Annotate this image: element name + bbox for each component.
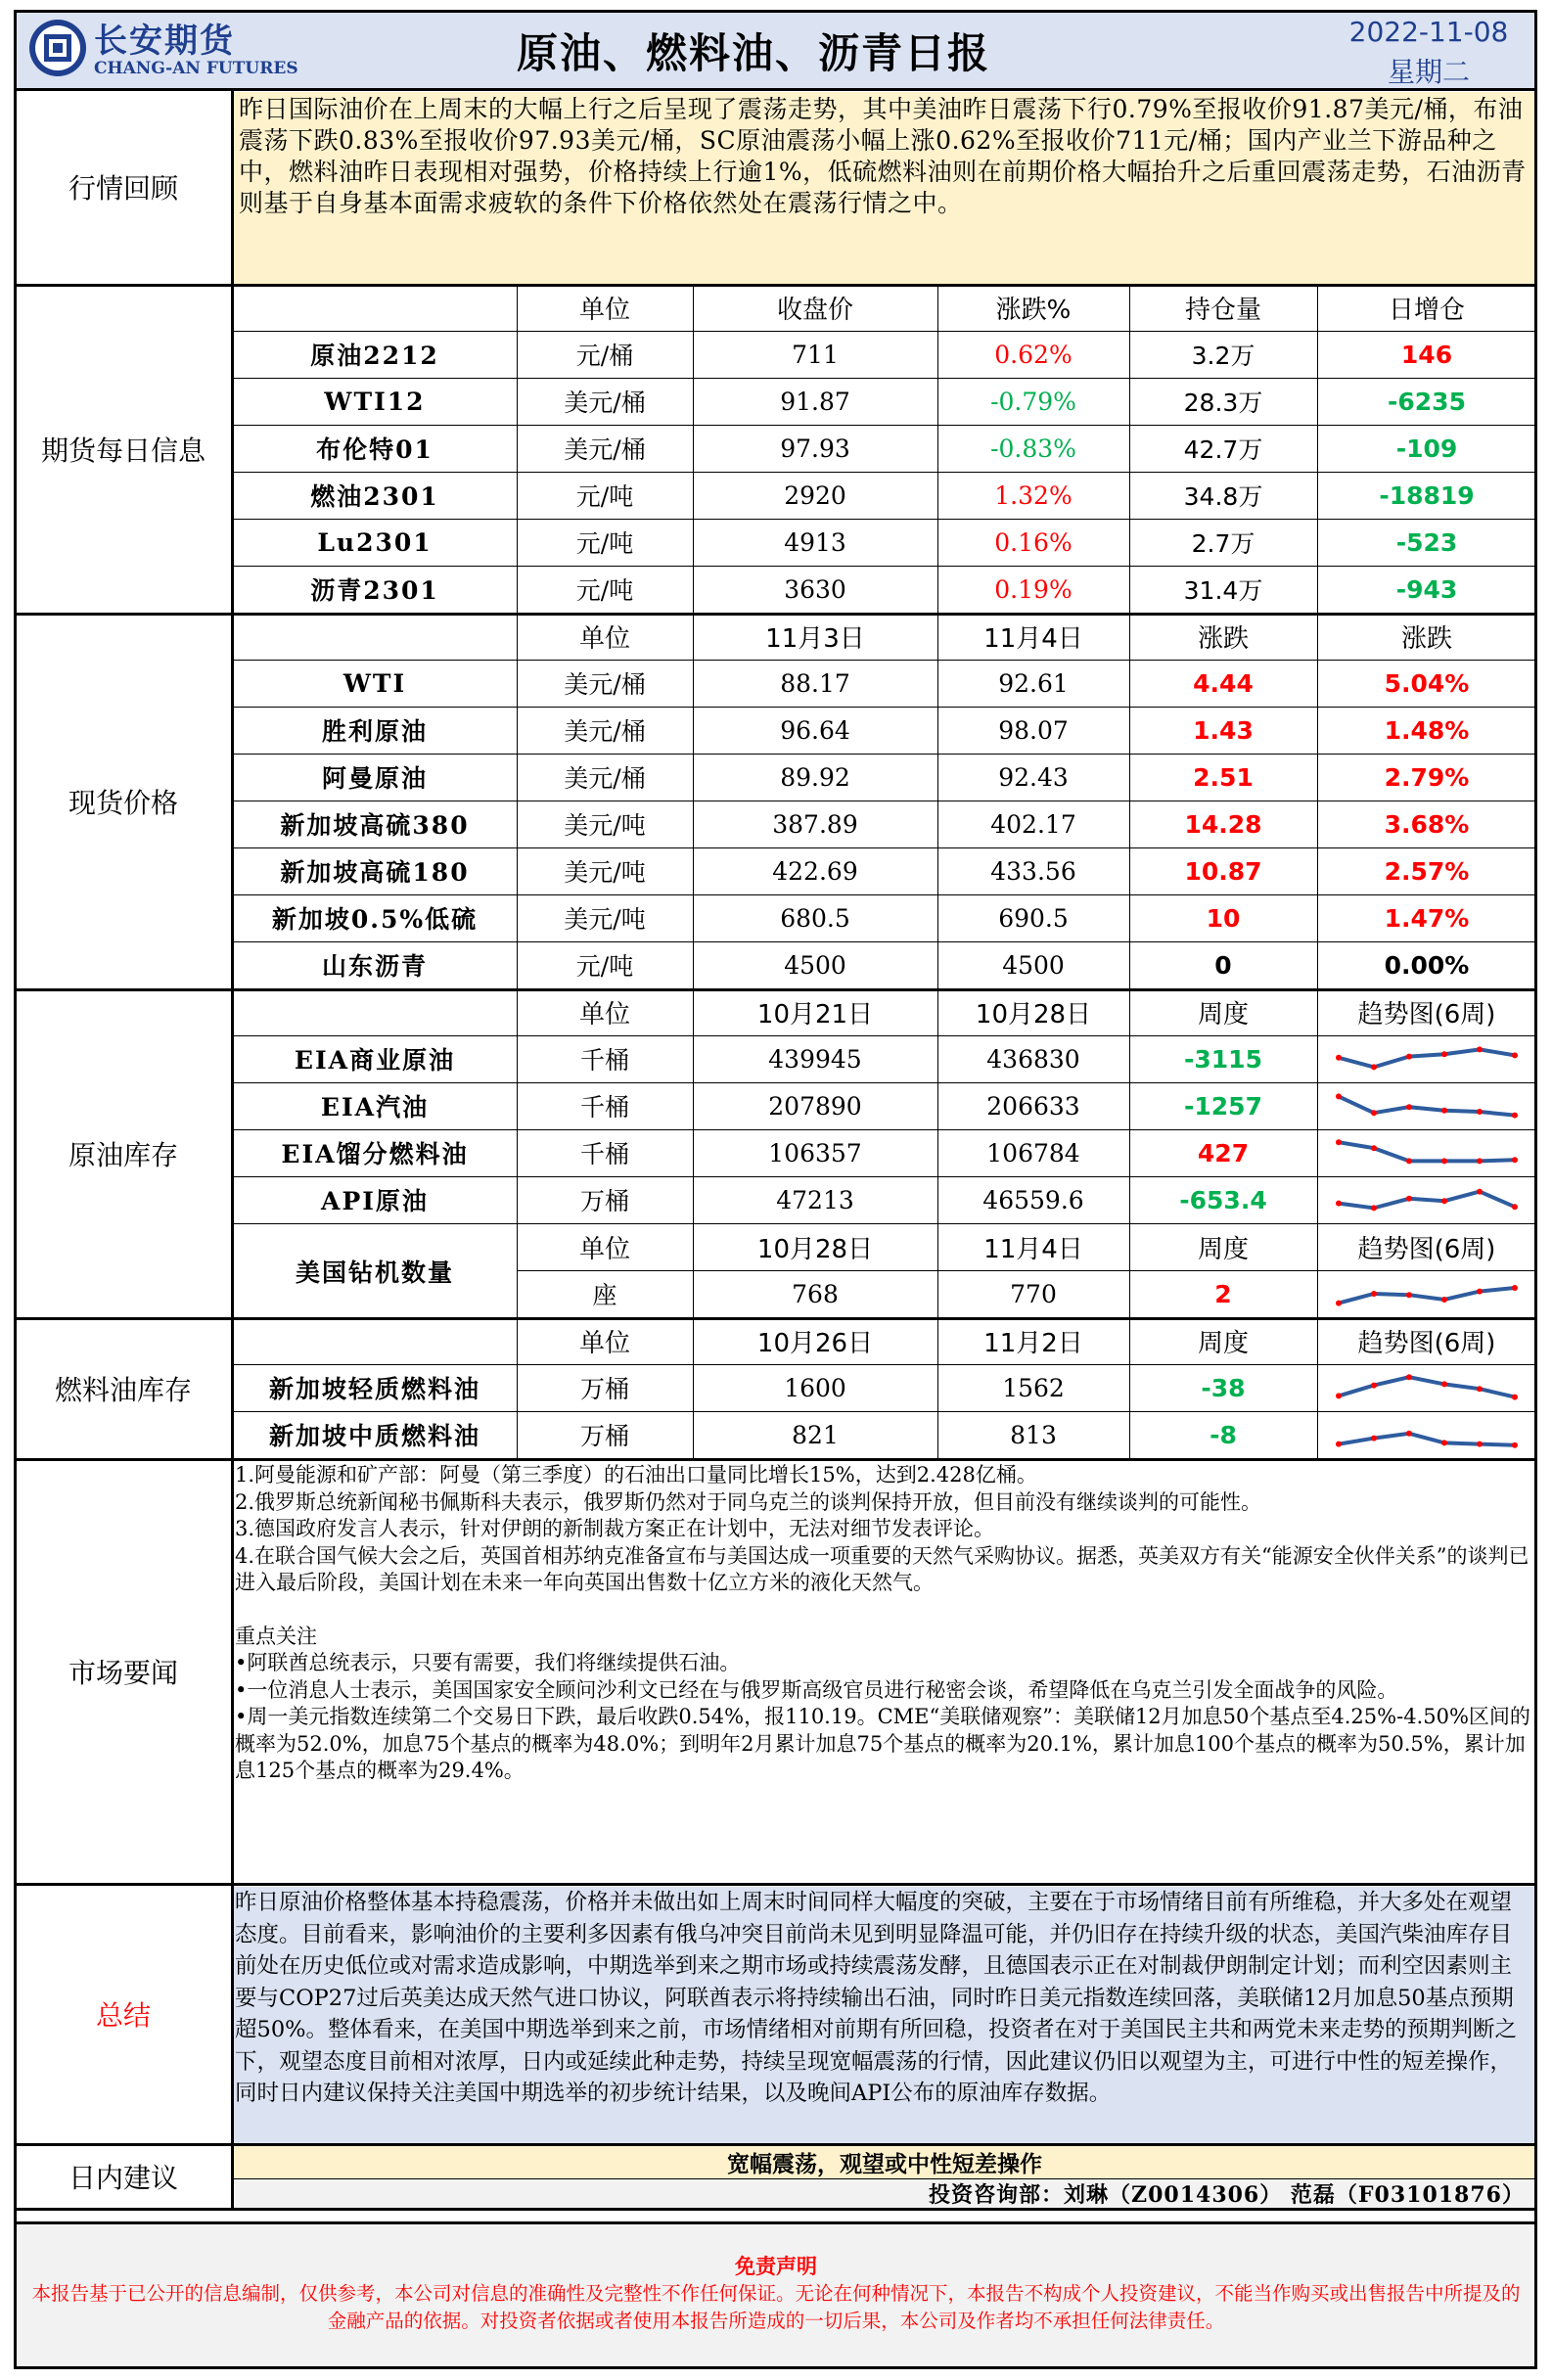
fuel_inv-header-cell: 单位 <box>578 1328 630 1358</box>
crude-inv-unit: 千桶 <box>579 1140 629 1168</box>
news-item: 3.德国政府发言人表示，针对伊朗的新制裁方案正在计划中，无法对细节发表评论。 <box>235 1517 995 1540</box>
futures-close: 2920 <box>784 481 846 510</box>
futures-close: 711 <box>792 340 839 369</box>
crude_inv-header-cell: 周度 <box>1197 999 1249 1030</box>
futures-unit: 美元/桶 <box>564 435 646 464</box>
futures-change: -0.79% <box>990 387 1076 416</box>
futures-oi-change: -943 <box>1395 574 1458 604</box>
futures-header-cell: 涨跌% <box>995 295 1072 325</box>
fuel-inv-value-1: 821 <box>792 1420 839 1449</box>
fuel-inv-weekly-change: -8 <box>1210 1420 1237 1449</box>
crude-inv-trend-chart <box>1329 1133 1525 1172</box>
logo-cn-text: 长安期货 <box>94 22 235 61</box>
spot-price-1: 422.69 <box>772 856 858 886</box>
crude-inv-value-2: 46559.6 <box>982 1185 1084 1214</box>
crude-inv-name: API原油 <box>321 1187 429 1215</box>
fuel-inv-name: 新加坡中质燃料油 <box>268 1422 480 1450</box>
spot-unit: 美元/桶 <box>564 670 646 699</box>
futures-oi-change: -6235 <box>1388 387 1466 416</box>
trend-point <box>1512 1395 1518 1400</box>
trend-point <box>1477 1189 1483 1195</box>
trend-point <box>1371 1205 1377 1211</box>
spot-header-cell: 涨跌 <box>1400 623 1452 654</box>
crude-inv-weekly-change: -3115 <box>1184 1044 1262 1074</box>
spot-name: 山东沥青 <box>321 952 428 981</box>
rig-value-1: 768 <box>792 1279 839 1308</box>
spot-price-2: 92.43 <box>998 762 1069 792</box>
futures-unit: 元/吨 <box>575 529 634 558</box>
label-futures: 期货每日信息 <box>40 435 205 467</box>
trend-point <box>1336 1393 1342 1398</box>
logo-en-text: CHANG-AN FUTURES <box>94 59 298 78</box>
trend-point <box>1441 1108 1447 1114</box>
crude_inv-header-cell: 趋势图(6周) <box>1357 999 1496 1030</box>
trend-point <box>1441 1297 1447 1303</box>
fuel_inv-header-cell: 11月2日 <box>983 1328 1083 1358</box>
trend-point <box>1371 1145 1377 1151</box>
spot-price-2: 92.61 <box>998 668 1069 698</box>
futures-open-interest: 2.7万 <box>1191 529 1255 558</box>
disclaimer-text: 本报告基于已公开的信息编制，仅供参考，本公司对信息的准确性及完整性不作任何保证。无论在何种情况下，本报告不构成个人投资建议，不能当作购买或出售报告中所提及的金融产品的依据。对投资者依据或者使用本报告所造成的一切后果，本公司及作者均不承担任何法律责任。 <box>31 2282 1521 2332</box>
futures-open-interest: 31.4万 <box>1183 576 1263 605</box>
crude-inv-unit: 千桶 <box>579 1046 629 1075</box>
crude-inv-value-2: 436830 <box>986 1044 1080 1074</box>
trend-point <box>1477 1046 1483 1052</box>
trend-point <box>1512 1052 1518 1058</box>
spot-price-1: 96.64 <box>780 715 850 745</box>
crude-inv-weekly-change: -653.4 <box>1179 1185 1267 1214</box>
spot-change: 2.51 <box>1193 762 1254 792</box>
focus-title: 重点关注 <box>235 1624 317 1648</box>
crude-inv-value-1: 439945 <box>768 1044 862 1074</box>
trend-point <box>1512 1442 1518 1448</box>
spot-change-pct: 0.00% <box>1384 950 1470 980</box>
trend-point <box>1477 1158 1483 1164</box>
label-fuel-inventory: 燃料油库存 <box>54 1374 192 1406</box>
futures-header-cell: 持仓量 <box>1184 295 1261 325</box>
spot-change: 14.28 <box>1184 809 1262 839</box>
trend-point <box>1406 1054 1412 1060</box>
trend-point <box>1406 1104 1412 1110</box>
spot-price-1: 88.17 <box>780 668 850 698</box>
fuel-inv-value-2: 813 <box>1010 1420 1057 1449</box>
spot-unit: 美元/吨 <box>564 905 646 934</box>
fuel-inv-value-2: 1562 <box>1002 1373 1065 1402</box>
trend-point <box>1512 1204 1518 1210</box>
report-weekday: 星期二 <box>1387 56 1470 88</box>
fuel-inv-name: 新加坡轻质燃料油 <box>268 1375 480 1403</box>
trend-line <box>1339 1288 1515 1304</box>
crude-inv-value-1: 47213 <box>776 1185 854 1214</box>
advice-text: 宽幅震荡，观望或中性短差操作 <box>727 2150 1042 2177</box>
label-crude-inventory: 原油库存 <box>68 1139 178 1171</box>
trend-point <box>1477 1386 1483 1392</box>
spot-unit: 美元/桶 <box>564 717 646 746</box>
label-review: 行情回顾 <box>68 172 178 205</box>
analyst-info: 投资咨询部：刘琳（Z0014306） 范磊（F03101876） <box>929 2181 1525 2208</box>
futures-name: 沥青2301 <box>310 576 439 605</box>
disclaimer-title: 免责声明 <box>735 2254 817 2278</box>
futures-open-interest: 3.2万 <box>1191 342 1255 370</box>
trend-point <box>1512 1157 1518 1163</box>
trend-point <box>1336 1442 1342 1447</box>
futures-close: 97.93 <box>780 434 850 463</box>
spot-name: 新加坡0.5%低硫 <box>271 905 479 934</box>
futures-name: 布伦特01 <box>316 435 434 464</box>
fuel_inv-header-cell: 10月26日 <box>756 1328 874 1358</box>
spot-change-pct: 2.79% <box>1384 762 1470 792</box>
crude-inv-unit: 千桶 <box>579 1093 629 1121</box>
crude-inv-name: EIA馏分燃料油 <box>281 1140 469 1168</box>
spot-header-cell: 涨跌 <box>1197 623 1249 654</box>
trend-point <box>1477 1109 1483 1115</box>
news-item: 4.在联合国气候大会之后，英国首相苏纳克准备宣布与美国达成一项重要的天然气采购协议。据悉，英美双方有关“能源安全伙伴关系”的谈判已进入最后阶段，美国计划在未来一年向英国出售数十亿立方米的液化天然气。 <box>235 1543 1529 1594</box>
trend-point <box>1477 1289 1483 1295</box>
crude-inv-name: EIA汽油 <box>320 1093 430 1121</box>
crude_inv-header-cell: 单位 <box>578 999 630 1030</box>
crude-inv-weekly-change: -1257 <box>1184 1091 1262 1121</box>
report-title: 原油、燃料油、沥青日报 <box>516 29 990 77</box>
crude-inv-value-1: 207890 <box>768 1091 862 1121</box>
crude-inv-weekly-change: 427 <box>1197 1138 1250 1167</box>
trend-point <box>1406 1374 1412 1380</box>
trend-point <box>1512 1113 1518 1119</box>
rig-header-cell: 单位 <box>578 1234 630 1264</box>
futures-header-cell: 收盘价 <box>776 295 853 325</box>
trend-point <box>1406 1158 1412 1164</box>
fuel-inv-unit: 万桶 <box>579 1422 629 1450</box>
rig-header-cell: 趋势图(6周) <box>1357 1234 1496 1264</box>
futures-change: 0.19% <box>994 574 1073 604</box>
futures-header-cell: 日增仓 <box>1388 295 1465 325</box>
futures-unit: 元/吨 <box>575 482 634 511</box>
trend-point <box>1441 1440 1447 1445</box>
rig-name: 美国钻机数量 <box>295 1259 454 1287</box>
trend-point <box>1371 1383 1377 1389</box>
rig-trend-chart <box>1329 1274 1525 1313</box>
focus-item: •一位消息人士表示，美国国家安全顾问沙利文已经在与俄罗斯高级官员进行秘密会谈，希望降低在乌克兰引发全面战争的风险。 <box>235 1677 1398 1702</box>
futures-open-interest: 28.3万 <box>1183 389 1263 417</box>
futures-oi-change: -18819 <box>1379 481 1475 510</box>
futures-name: WTI12 <box>324 387 426 416</box>
futures-header-cell: 单位 <box>578 295 630 325</box>
trend-point <box>1441 1198 1447 1204</box>
trend-point <box>1371 1110 1377 1116</box>
crude-inv-unit: 万桶 <box>579 1187 629 1215</box>
futures-close: 3630 <box>784 574 846 604</box>
rig-header-cell: 周度 <box>1197 1234 1249 1264</box>
rig-header-cell: 11月4日 <box>983 1234 1083 1264</box>
report-date: 2022-11-08 <box>1348 16 1509 48</box>
focus-item: •周一美元指数连续第二个交易日下跌，最后收跌0.54%，报110.19。CME“美联储观察”：美联储12月加息50个基点至4.25%-4.50%区间的概率为52.0%，加息75个基点的概率为48.0%；到明年2月累计加息75个基点的概率为20.1%，累计加息100个基点的概率为50.5%，累计加息125个基点的概率为29.4%。 <box>235 1705 1530 1782</box>
fuel-inv-trend-chart <box>1329 1415 1525 1454</box>
label-advice: 日内建议 <box>68 2162 178 2194</box>
futures-open-interest: 42.7万 <box>1183 435 1263 464</box>
spot-price-1: 89.92 <box>780 762 850 792</box>
spot-header-cell: 11月4日 <box>983 623 1083 654</box>
spot-price-2: 433.56 <box>990 856 1076 886</box>
spot-name: 新加坡高硫180 <box>280 858 470 887</box>
spot-header-cell: 11月3日 <box>765 623 865 654</box>
spot-price-1: 680.5 <box>780 903 850 933</box>
news-item: 2.俄罗斯总统新闻秘书佩斯科夫表示，俄罗斯仍然对于同乌克兰的谈判保持开放，但目前没有继续谈判的可能性。 <box>235 1489 1262 1514</box>
trend-line <box>1339 1434 1515 1445</box>
spot-unit: 美元/吨 <box>564 858 646 887</box>
spot-change-pct: 1.48% <box>1384 715 1470 745</box>
spot-price-2: 690.5 <box>998 903 1069 933</box>
trend-point <box>1371 1436 1377 1442</box>
crude-inv-trend-chart <box>1329 1180 1525 1219</box>
spot-change: 0 <box>1214 950 1232 980</box>
fuel-inv-weekly-change: -38 <box>1201 1373 1246 1402</box>
spot-change: 4.44 <box>1193 668 1254 698</box>
trend-point <box>1336 1093 1342 1099</box>
crude-inv-value-2: 206633 <box>986 1091 1080 1121</box>
spot-change-pct: 3.68% <box>1384 809 1470 839</box>
logo-emblem-icon <box>27 18 88 78</box>
summary-text: 昨日原油价格整体基本持稳震荡，价格并未做出如上周末时间同样大幅度的突破，主要在于市场情绪目前有所维稳，并大多处在观望态度。目前看来，影响油价的主要利多因素有俄乌冲突目前尚未见到明显降温可能，并仍旧存在持续升级的状态，美国汽柴油库存目前处在历史低位或对需求造成影响，中期选举到来之期市场或持续震荡发酵，且德国表示正在对制裁伊朗制定计划；而利空因素则主要与COP27过后英美达成天然气进口协议，阿联酋表示将持续输出石油，同时昨日美元指数连续回落，美联储12月加息50基点预期超50%。整体看来，在美国中期选举到来之前，市场情绪相对前期有所回稳，投资者在对于美国民主共和两党未来走势的预期判断之下，观望态度目前相对浓厚，日内或延续此种走势，持续呈现宽幅震荡的行情，因此建议仍旧以观望为主，可进行中性的短差操作，同时日内建议保持关注美国中期选举的初步统计结果，以及晚间API公布的原油库存数据。 <box>235 1890 1518 2106</box>
fuel_inv-header-cell: 趋势图(6周) <box>1357 1328 1496 1358</box>
spot-unit: 元/吨 <box>575 952 634 981</box>
crude_inv-header-cell: 10月28日 <box>975 999 1092 1030</box>
review-text: 昨日国际油价在上周末的大幅上行之后呈现了震荡走势，其中美油昨日震荡下行0.79%至报收价91.87美元/桶，布油震荡下跌0.83%至报收价97.93美元/桶，SC原油震荡小幅上涨0.62%至报收价711元/桶；国内产业兰下游品种之中，燃料油昨日表现相对强势，价格持续上行逾1%，低硫燃料油则在前期价格大幅抬升之后重回震荡走势，石油沥青则基于自身基本面需求疲软的条件下价格依然处在震荡行情之中。 <box>239 95 1527 217</box>
trend-point <box>1441 1381 1447 1387</box>
trend-point <box>1406 1196 1412 1202</box>
futures-name: Lu2301 <box>317 527 433 557</box>
trend-point <box>1441 1158 1447 1164</box>
trend-point <box>1512 1285 1518 1291</box>
spot-change: 10 <box>1206 903 1241 933</box>
trend-point <box>1336 1055 1342 1061</box>
rig-weekly-change: 2 <box>1214 1279 1232 1308</box>
trend-line <box>1339 1142 1515 1161</box>
company-logo <box>27 18 88 78</box>
fuel-inv-trend-chart <box>1329 1368 1525 1407</box>
spot-header-cell: 单位 <box>578 623 630 654</box>
fuel-inv-value-1: 1600 <box>784 1373 846 1402</box>
spot-name: WTI <box>342 668 407 698</box>
futures-oi-change: 146 <box>1400 340 1453 369</box>
trend-point <box>1336 1201 1342 1207</box>
trend-point <box>1406 1292 1412 1298</box>
news-block <box>235 1462 1532 1881</box>
futures-name: 燃油2301 <box>310 482 439 511</box>
futures-close: 91.87 <box>780 387 850 416</box>
trend-line <box>1339 1377 1515 1396</box>
label-summary: 总结 <box>95 1999 151 2032</box>
trend-point <box>1371 1064 1377 1070</box>
fuel_inv-header-cell: 周度 <box>1197 1328 1249 1358</box>
futures-change: 0.16% <box>994 527 1073 557</box>
spot-price-1: 387.89 <box>772 809 858 839</box>
spot-change-pct: 5.04% <box>1384 668 1470 698</box>
fuel-inv-unit: 万桶 <box>579 1375 629 1403</box>
spot-unit: 美元/吨 <box>564 811 646 840</box>
futures-change: 0.62% <box>994 340 1073 369</box>
spot-price-2: 4500 <box>1002 950 1065 980</box>
futures-unit: 元/吨 <box>575 576 634 605</box>
spot-name: 胜利原油 <box>321 717 428 746</box>
spot-name: 阿曼原油 <box>321 764 428 793</box>
spot-price-2: 98.07 <box>998 715 1069 745</box>
futures-change: 1.32% <box>994 481 1073 510</box>
trend-line <box>1339 1049 1515 1067</box>
spot-name: 新加坡高硫380 <box>280 811 470 840</box>
spot-price-1: 4500 <box>784 950 846 980</box>
spot-change: 1.43 <box>1193 715 1254 745</box>
rig-header-cell: 10月28日 <box>756 1234 874 1264</box>
futures-oi-change: -109 <box>1395 434 1458 463</box>
rig-unit: 座 <box>592 1281 617 1309</box>
label-spot: 现货价格 <box>68 787 178 819</box>
trend-point <box>1441 1051 1447 1057</box>
trend-point <box>1336 1301 1342 1306</box>
futures-oi-change: -523 <box>1395 527 1458 557</box>
focus-item: •阿联酋总统表示，只要有需要，我们将继续提供石油。 <box>235 1651 741 1674</box>
crude-inv-trend-chart <box>1329 1086 1525 1125</box>
futures-open-interest: 34.8万 <box>1183 482 1263 511</box>
futures-unit: 美元/桶 <box>564 389 646 417</box>
trend-point <box>1477 1442 1483 1447</box>
spot-change: 10.87 <box>1184 856 1262 886</box>
spot-unit: 美元/桶 <box>564 764 646 793</box>
futures-name: 原油2212 <box>310 342 439 370</box>
rig-value-2: 770 <box>1010 1279 1057 1308</box>
spot-change-pct: 1.47% <box>1384 903 1470 933</box>
crude_inv-header-cell: 10月21日 <box>756 999 874 1030</box>
spot-change-pct: 2.57% <box>1384 856 1470 886</box>
crude-inv-value-1: 106357 <box>768 1138 862 1167</box>
label-news: 市场要闻 <box>68 1657 178 1689</box>
futures-close: 4913 <box>784 527 846 557</box>
crude-inv-value-2: 106784 <box>986 1138 1080 1167</box>
trend-point <box>1406 1431 1412 1437</box>
news-item: 1.阿曼能源和矿产部：阿曼（第三季度）的石油出口量同比增长15%，达到2.428亿桶。 <box>235 1463 1037 1487</box>
trend-point <box>1371 1291 1377 1297</box>
futures-change: -0.83% <box>990 434 1076 463</box>
trend-point <box>1336 1139 1342 1145</box>
trend-line <box>1339 1096 1515 1115</box>
futures-unit: 元/桶 <box>575 342 634 370</box>
trend-line <box>1339 1192 1515 1209</box>
crude-inv-name: EIA商业原油 <box>294 1046 456 1075</box>
spot-price-2: 402.17 <box>990 809 1076 839</box>
crude-inv-trend-chart <box>1329 1039 1525 1078</box>
